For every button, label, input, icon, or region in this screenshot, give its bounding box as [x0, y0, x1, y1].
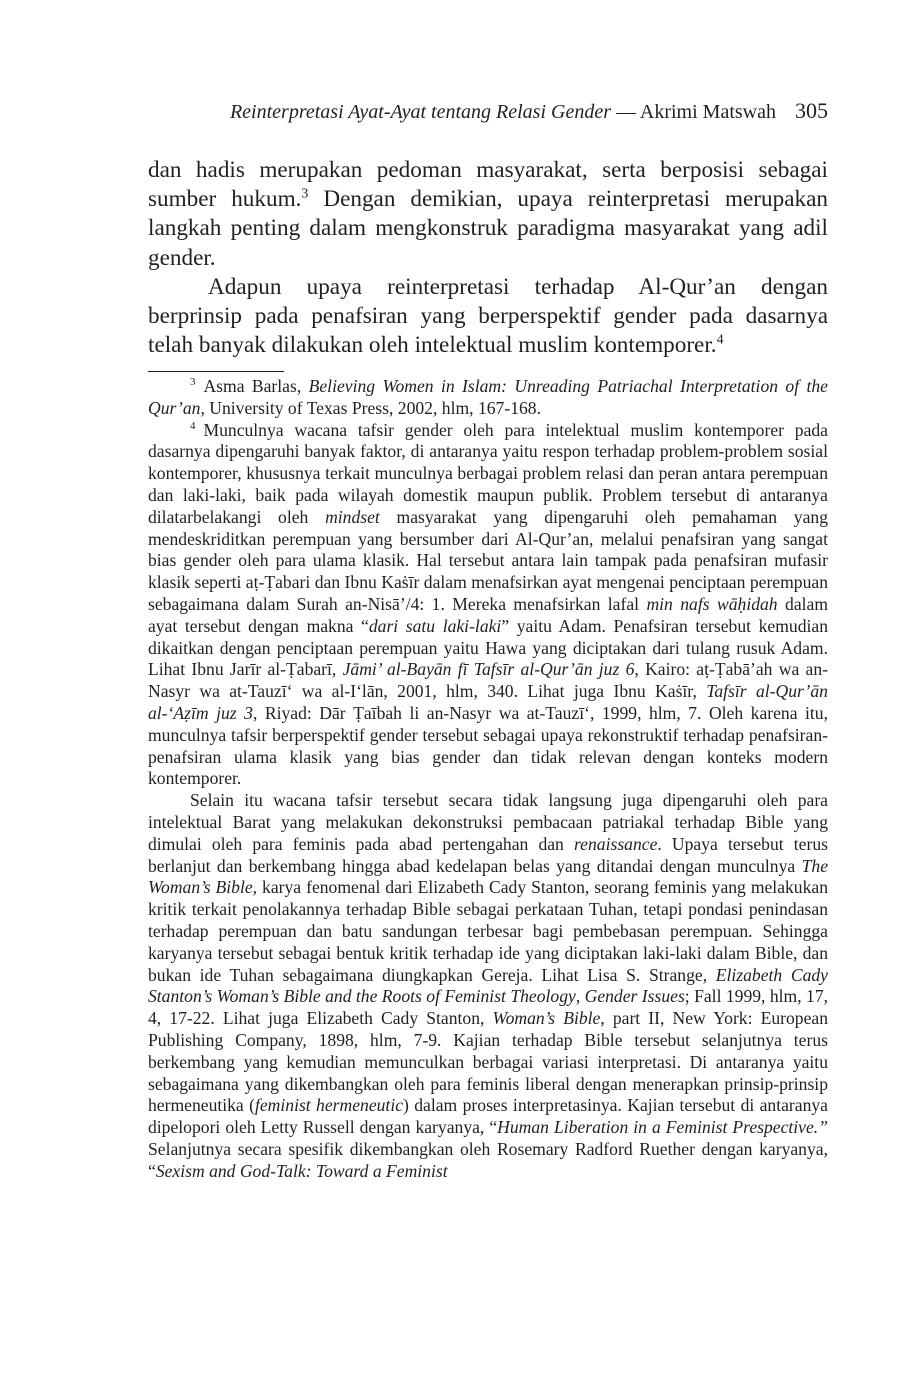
footnote-mark: 3	[190, 376, 196, 389]
footnote-italic: Sexism and God-Talk: Toward a Feminist	[155, 1160, 448, 1181]
footnote-4-continuation	[148, 790, 828, 1182]
body-paragraph-1	[148, 156, 828, 273]
footnote-text: ” yaitu Adam. Penafsiran tersebut kemudian dikaitkan dengan penciptaan perempuan yaitu Hawa yang diciptakan dari tulang rusuk Adam. Lihat Ibnu Jarīr al-Ṭabarī,	[148, 615, 829, 680]
footnote-italic: feminist hermeneutic	[254, 1095, 404, 1116]
footnote-italic: Woman’s Bible	[492, 1008, 601, 1029]
footnote-text: , Kairo: aṭ-Ṭabā’ah wa an-Nasyr wa at-Tauzī‘ wa al-I‘lān, 2001, hlm, 340. Lihat juga Ibnu Kaṡīr,	[148, 659, 828, 702]
body-paragraph-2	[148, 273, 828, 361]
footnote-italic: mindset	[325, 506, 380, 527]
body-text	[148, 156, 828, 360]
footnote-text: Asma Barlas,	[203, 376, 309, 396]
footnote-text: Munculnya wacana tafsir gender oleh para intelektual muslim kontemporer pada dasarnya dipengaruhi banyak faktor, di antaranya yaitu respon terhadap problem-problem sosial kontemporer, khususnya terkait munculnya berbagai problem relasi dan peran antara perempuan dan laki-laki, baik pada wilayah domestik maupun publik. Problem tersebut di antaranya dilatarbelakangi oleh	[148, 419, 828, 527]
footnotes	[148, 376, 828, 1182]
body-text-run: Dengan demikian, upaya reinterpretasi merupakan langkah penting dalam mengkonstruk paradigma masyarakat yang adil gender.	[148, 186, 828, 271]
body-text-run: Adapun upaya reinterpretasi terhadap Al-Qur’an dengan berprinsip pada penafsiran yang berperspektif gender pada dasarnya telah banyak dilakukan oleh intelektual muslim kontemporer.	[148, 273, 828, 359]
footnote-ref-3: 3	[301, 186, 309, 202]
footnote-separator	[148, 371, 284, 372]
footnote-text: ; Fall 1999, hlm, 17, 4, 17-22. Lihat juga Elizabeth Cady Stanton,	[148, 986, 829, 1029]
running-author: — Akrimi Matswah	[616, 101, 776, 123]
footnote-text: University of Texas Press, 2002, hlm, 167-168.	[204, 397, 541, 418]
footnote-italic: The Woman’s Bible,	[148, 855, 828, 898]
footnote-text: masyarakat yang dipengaruhi oleh pemahaman yang mendeskriditkan perempuan yang bersumber dari Al-Qur’an, melalui penafsiran yang sangat bias gender oleh para ulama klasik. Hal tersebut antara lain tampak pada penafsiran mufasir klasik seperti aṭ-Ṭabari dan Ibnu Kaṡīr dalam menafsirkan ayat mengenai penciptaan perempuan sebagaimana dalam Surah an-Nisā’/4: 1. Mereka menafsirkan lafal	[148, 506, 828, 614]
footnote-text: , part II, New York: European Publishing Company, 1898, hlm, 7-9. Kajian terhadap Bible tersebut selanjutnya terus berkembang yang kemudian memunculkan berbagai variasi interpretasi. Di antaranya yaitu sebagaimana yang dikembangkan oleh para feminis liberal dengan menerapkan prinsip-prinsip hermeneutika (	[148, 1008, 828, 1116]
footnote-italic: Tafsīr al-Qur’ān al-‘Aẓīm juz 3	[148, 681, 828, 723]
footnote-ref-4: 4	[716, 332, 724, 348]
footnote-italic: Jāmi’ al-Bayān fī Tafsīr al-Qur’ān juz 6	[342, 659, 635, 680]
body-text-run: dan hadis merupakan pedoman masyarakat, serta berposisi sebagai sumber hukum.	[148, 157, 828, 213]
footnote-text: . Upaya tersebut terus berlanjut dan berkembang hingga abad kedelapan belas yang ditandai dengan munculnya	[148, 833, 828, 876]
footnote-text: ) dalam proses interpretasinya. Kajian tersebut di antaranya dipelopori oleh Letty Russell dengan karyanya, “	[148, 1095, 828, 1138]
footnote-text: Selain itu wacana tafsir tersebut secara tidak langsung juga dipengaruhi oleh para intelektual Barat yang melakukan dekonstruksi pembacaan patriakal terhadap Bible yang dimulai oleh para feminis pada abad pertengahan dan	[148, 790, 828, 854]
footnote-text: ,	[575, 986, 585, 1007]
footnote-italic: Believing Women in Islam: Unreading Patriachal Interpretation of the Qur’an,	[148, 376, 828, 418]
footnote-text: dalam ayat tersebut dengan makna “	[148, 593, 829, 636]
footnote-4	[148, 420, 828, 791]
footnote-text: , Riyad: Dār Ṭaībah li an-Nasyr wa at-Tauzī‘, 1999, hlm, 7. Oleh karena itu, munculnya tafsir berperspektif gender tersebut sebagai upaya rekonstruktif terhadap penafsiran-penafsiran ulama klasik yang bias gender dan tidak relevan dengan konteks modern kontemporer.	[148, 702, 828, 789]
footnote-italic: Elizabeth Cady Stanton’s Woman’s Bible and the Roots of Feminist Theology	[148, 964, 828, 1007]
running-header	[148, 98, 828, 125]
footnote-italic: renaissance	[573, 833, 658, 854]
footnote-italic: Human Liberation in a Feminist Prespective.”	[497, 1117, 828, 1138]
footnote-mark: 4	[190, 419, 196, 432]
footnote-3	[148, 376, 828, 420]
running-title: Reinterpretasi Ayat-Ayat tentang Relasi Gender	[229, 101, 611, 123]
footnote-italic: Gender Issues	[584, 986, 685, 1007]
footnote-italic: min nafs wāḥidah	[646, 593, 778, 614]
footnote-italic: dari satu laki-laki	[368, 615, 502, 636]
footnote-text: karya fenomenal dari Elizabeth Cady Stanton, seorang feminis yang melakukan kritik terkait penolakannya terhadap Bible sebagai perkataan Tuhan, tetapi pondasi penindasan terhadap perempuan dan batu sandungan terbesar bagi pembebasan perempuan. Sehingga karyanya tersebut sebagai bentuk kritik terhadap ide yang diciptakan laki-laki dalam Bible, dan bukan ide Tuhan sebagaimana diungkapkan Gereja. Lihat Lisa S. Strange,	[148, 877, 829, 985]
page-number: 305	[795, 98, 828, 123]
footnote-text: Selanjutnya secara spesifik dikembangkan oleh Rosemary Radford Ruether dengan karyanya, “	[148, 1138, 828, 1181]
